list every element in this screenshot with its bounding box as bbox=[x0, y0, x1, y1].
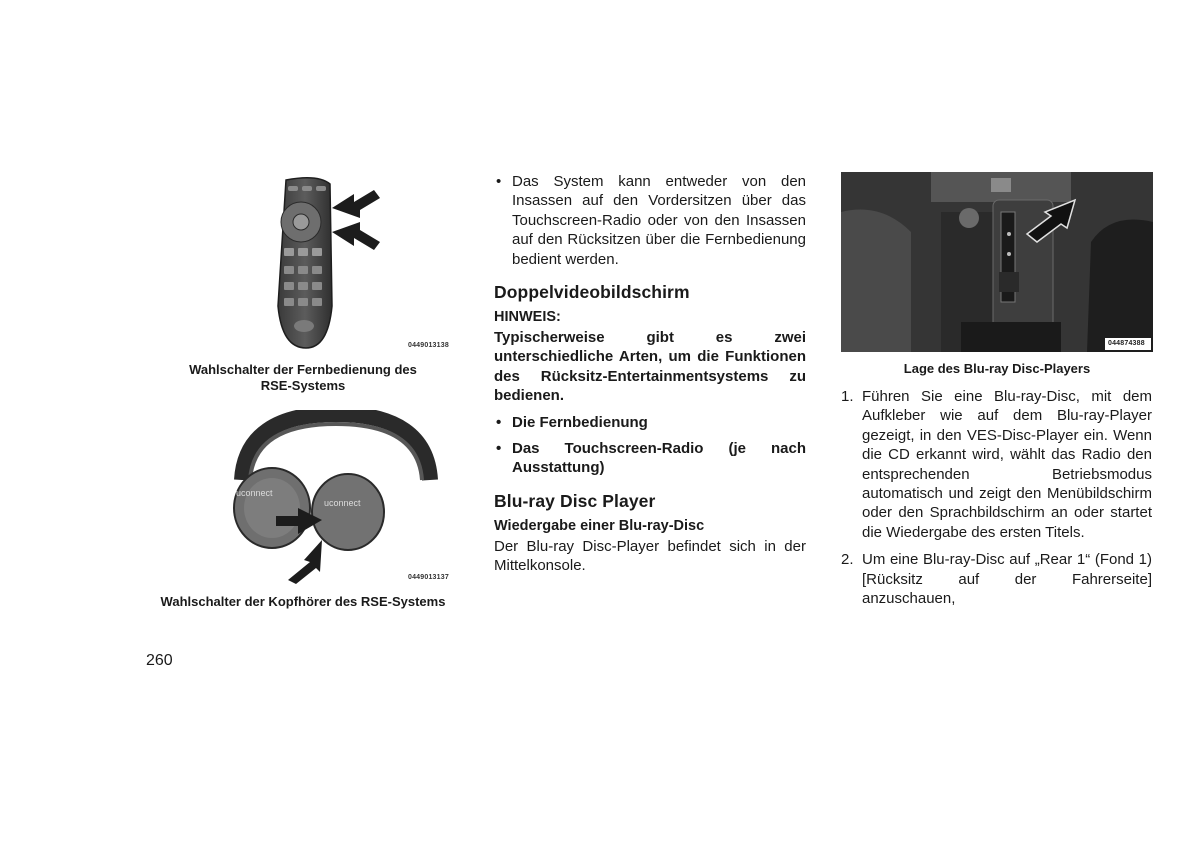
bullet-remote: • Die Fernbedienung bbox=[494, 413, 806, 432]
headphones-illustration bbox=[226, 410, 458, 585]
subheading-playback: Wiedergabe einer Blu-ray-Disc bbox=[494, 518, 705, 535]
playback-text: Der Blu-ray Disc-Player befindet sich in der Mittelkonsole. bbox=[494, 537, 806, 574]
note-label: HINWEIS: bbox=[494, 309, 561, 326]
step-2 bbox=[841, 550, 1152, 608]
heading-bluray: Blu-ray Disc Player bbox=[494, 490, 656, 511]
remote-control-illustration bbox=[268, 176, 458, 352]
headphones-brand-right: uconnect bbox=[324, 498, 361, 508]
step-1 bbox=[841, 387, 1152, 542]
console-figure-code: 044874388 bbox=[1108, 340, 1145, 347]
remote-figure-caption: Wahlschalter der Fernbedienung des RSE-Systems bbox=[189, 362, 417, 393]
headphones-brand-left: uconnect bbox=[236, 488, 273, 498]
headphones-figure-caption: Wahlschalter der Kopfhörer des RSE-Systems bbox=[160, 594, 446, 609]
note-text: Typischerweise gibt es zwei unterschiedliche Arten, um die Funktionen des Rücksitz-Entertainmentsystems zu bedienen. bbox=[494, 328, 806, 405]
step-1-text: Führen Sie eine Blu-ray-Disc, mit dem Aufkleber wie auf dem Blu-ray-Player gezeigt, in den VES-Disc-Player ein. Wenn die CD erkannt wird, wählt das Radio den entsprechenden Betriebsmodus automatisch und zeigt den Menübildschirm oder den Sprachbildschirm an oder startet die Wiedergabe des ersten Titels. bbox=[862, 388, 1152, 541]
right-column bbox=[841, 387, 1152, 608]
remote-control-figure bbox=[268, 176, 458, 352]
middle-column bbox=[494, 172, 806, 575]
headphones-figure bbox=[226, 410, 458, 585]
console-photo-illustration bbox=[841, 172, 1153, 352]
console-photo bbox=[841, 172, 1153, 352]
step-2-number: 2. bbox=[841, 551, 854, 569]
bullet-touchscreen: • Das Touchscreen-Radio (je nach Ausstattung) bbox=[494, 439, 806, 478]
step-1-number: 1. bbox=[841, 388, 854, 405]
page-number: 260 bbox=[146, 652, 173, 669]
step-2-text: Um eine Blu-ray-Disc auf „Rear 1“ (Fond 1) [Rücksitz auf der Fahrerseite] anzuschauen, bbox=[862, 551, 1152, 608]
remote-figure-code: 0449013138 bbox=[408, 342, 449, 349]
intro-bullet: • Das System kann entweder von den Insassen auf den Vordersitzen über das Touchscreen-Radio oder von den Insassen auf den Rücksitzen über die Fernbedienung bedient werden. bbox=[494, 172, 806, 269]
heading-dual-video: Doppelvideobildschirm bbox=[494, 282, 690, 303]
console-photo-caption: Lage des Blu-ray Disc-Players bbox=[903, 361, 1091, 376]
headphones-figure-code: 0449013137 bbox=[408, 574, 449, 581]
